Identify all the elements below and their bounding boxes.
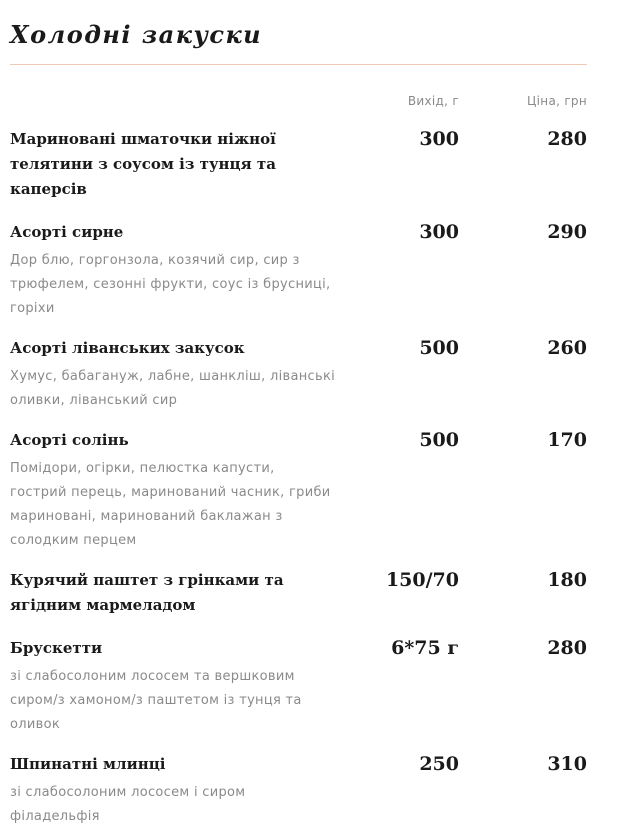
menu-item	[10, 636, 587, 737]
item-price: 170	[547, 429, 587, 451]
menu-item	[10, 428, 587, 553]
price-column-header: Ціна, грн	[527, 94, 587, 108]
item-description: зі слабосолоним лососем і сиром філадельфія	[10, 785, 246, 824]
item-name: Асорті сирне	[10, 223, 124, 241]
item-description: Дор блю, горгонзола, козячий сир, сир з трюфелем, сезонні фрукти, соус із брусниці, горіхи	[10, 253, 331, 316]
item-price: 280	[547, 128, 587, 150]
item-weight: 300	[419, 128, 459, 150]
menu-item	[10, 220, 587, 321]
item-weight: 250	[419, 753, 459, 775]
item-weight: 500	[419, 429, 459, 451]
title-divider	[10, 64, 587, 65]
item-name: Асорті солінь	[10, 431, 129, 449]
item-name: Асорті ліванських закусок	[10, 339, 245, 357]
item-weight: 300	[419, 221, 459, 243]
item-price: 310	[547, 753, 587, 775]
menu-item	[10, 127, 587, 202]
item-name: Брускетти	[10, 639, 103, 657]
item-description: зі слабосолоним лососем та вершковим сиром/з хамоном/з паштетом із тунця та оливок	[10, 669, 302, 732]
item-name: Курячий паштет з грінками та ягідним мармеладом	[10, 571, 284, 614]
menu-item	[10, 336, 587, 413]
section-title: Холодні закуски	[10, 20, 263, 49]
item-name: Мариновані шматочки ніжної телятини з соусом із тунця та каперсів	[10, 130, 276, 198]
item-weight: 150/70	[385, 569, 459, 591]
item-name: Шпинатні млинці	[10, 755, 166, 773]
weight-column-header: Вихід, г	[407, 94, 459, 108]
menu-item	[10, 568, 587, 618]
item-description: Помідори, огірки, пелюстка капусти, гострий перець, маринований часник, гриби мариновані, маринований баклажан з солодким перцем	[10, 461, 331, 548]
item-price: 280	[547, 637, 587, 659]
item-price: 260	[547, 337, 587, 359]
item-description: Хумус, бабагануж, лабне, шанкліш, ліванські оливки, ліванський сир	[10, 369, 336, 408]
menu-item	[10, 752, 587, 829]
item-price: 180	[547, 569, 587, 591]
item-weight: 500	[419, 337, 459, 359]
item-weight: 6*75 г	[391, 637, 459, 659]
item-price: 290	[547, 221, 587, 243]
